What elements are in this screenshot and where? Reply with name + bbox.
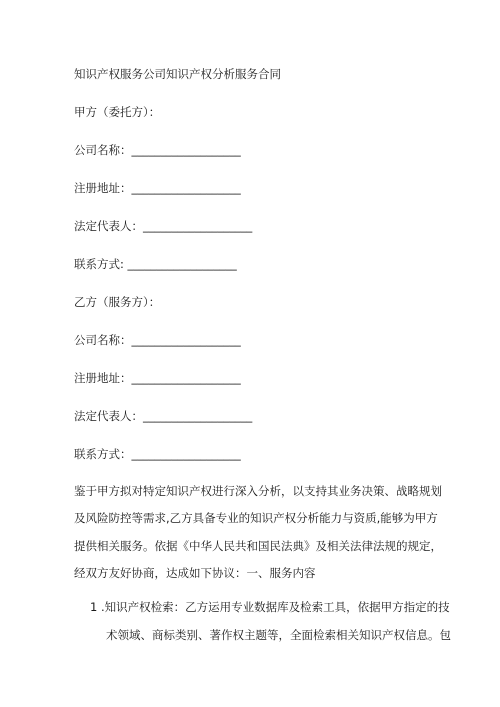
clause-1 — [90, 593, 451, 649]
preamble-line: 经双方友好协商，达成如下协议：一、服务内容 — [74, 565, 316, 580]
document-title: 知识产权服务公司知识产权分析服务合同 — [74, 67, 281, 81]
party-b-representative: 法定代表人：___________________ — [74, 409, 253, 423]
preamble-line: 及风险防控等需求,乙方具备专业的知识产权分析能力与资质,能够为甲方 — [74, 511, 438, 526]
party-a-company-name: 公司名称：___________________ — [74, 143, 241, 157]
party-a-representative: 法定代表人：___________________ — [74, 219, 253, 233]
preamble-line: 鉴于甲方拟对特定知识产权进行深入分析，以支持其业务决策、战略规划 — [74, 484, 442, 498]
party-b-heading: 乙方（服务方）： — [74, 295, 161, 309]
party-a-heading: 甲方（委托方）： — [74, 105, 161, 119]
party-b-address: 注册地址：___________________ — [74, 371, 241, 385]
party-a-contact: 联系方式: ___________________ — [74, 257, 237, 271]
preamble-paragraph — [74, 478, 442, 587]
clause-1-line: 1 .知识产权检索：乙方运用专业数据库及检索工具，依据甲方指定的技 — [90, 600, 450, 614]
preamble-line: 提供相关服务。依据《中华人民共和国民法典》及相关法律法规的规定， — [74, 538, 442, 553]
party-a-address: 注册地址：___________________ — [74, 181, 241, 195]
clause-1-line: 术领域、商标类别、著作权主题等，全面检索相关知识产权信息。包 — [106, 628, 451, 642]
party-b-contact: 联系方式：___________________ — [74, 447, 241, 461]
party-b-company-name: 公司名称：___________________ — [74, 333, 241, 347]
